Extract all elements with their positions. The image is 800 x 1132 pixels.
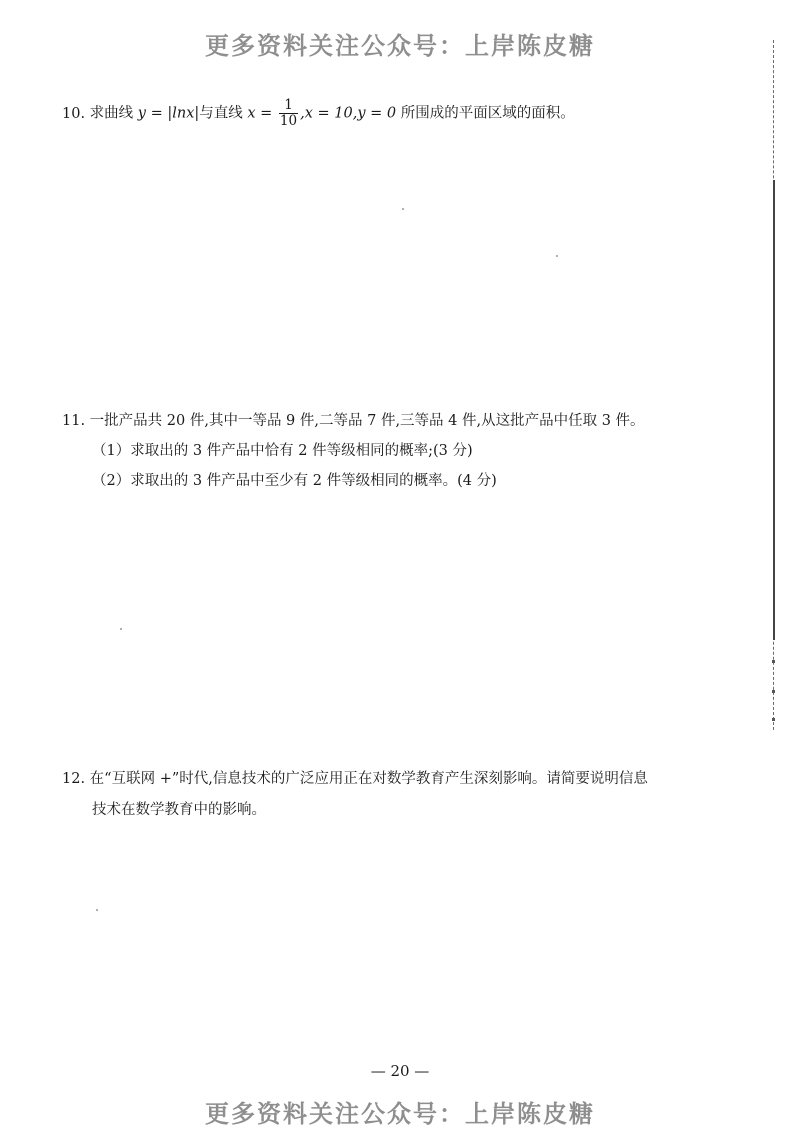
fraction-one-tenth [279, 98, 298, 129]
question-text: 所围成的平面区域的面积。 [400, 105, 575, 122]
scan-speck [556, 255, 558, 257]
scan-speck [402, 208, 404, 210]
fraction-numerator: 1 [279, 98, 298, 114]
question-12-line-2: 技术在数学教育中的影响。 [92, 802, 266, 818]
line-formula-rest: ,x = 10,y = 0 [300, 105, 397, 122]
question-11-part-2: （2）求取出的 3 件产品中至少有 2 件等级相同的概率。(4 分) [92, 473, 497, 489]
question-text: 与直线 [199, 105, 243, 122]
question-number: 11. [62, 413, 86, 429]
scan-speck [120, 628, 122, 630]
watermark-top: 更多资料关注公众号：上岸陈皮糖 [205, 32, 595, 60]
scan-speck [96, 909, 98, 911]
question-number: 12. [62, 771, 86, 787]
watermark-bottom: 更多资料关注公众号：上岸陈皮糖 [205, 1100, 595, 1128]
question-10 [62, 98, 575, 129]
fraction-denominator: 10 [279, 113, 298, 129]
question-12 [62, 768, 648, 790]
question-text: 求曲线 [89, 105, 134, 122]
question-stem: 一批产品共 20 件,其中一等品 9 件,二等品 7 件,三等品 4 件,从这批产品中任取 3 件。 [89, 413, 645, 429]
binding-tick [772, 690, 775, 693]
binding-tick [772, 718, 775, 721]
line-formula: x = [247, 105, 273, 122]
question-number: 10. [62, 105, 86, 122]
question-text-line-1: 在“互联网 +”时代,信息技术的广泛应用正在对数学教育产生深刻影响。请简要说明信息 [89, 771, 648, 787]
curve-formula: y = |lnx| [137, 105, 200, 122]
binding-margin-solid [773, 180, 775, 640]
question-11-part-1: （1）求取出的 3 件产品中恰有 2 件等级相同的概率;(3 分) [92, 443, 473, 459]
question-11 [62, 410, 645, 432]
page-number: — 20 — [370, 1062, 430, 1080]
binding-tick [772, 660, 775, 663]
